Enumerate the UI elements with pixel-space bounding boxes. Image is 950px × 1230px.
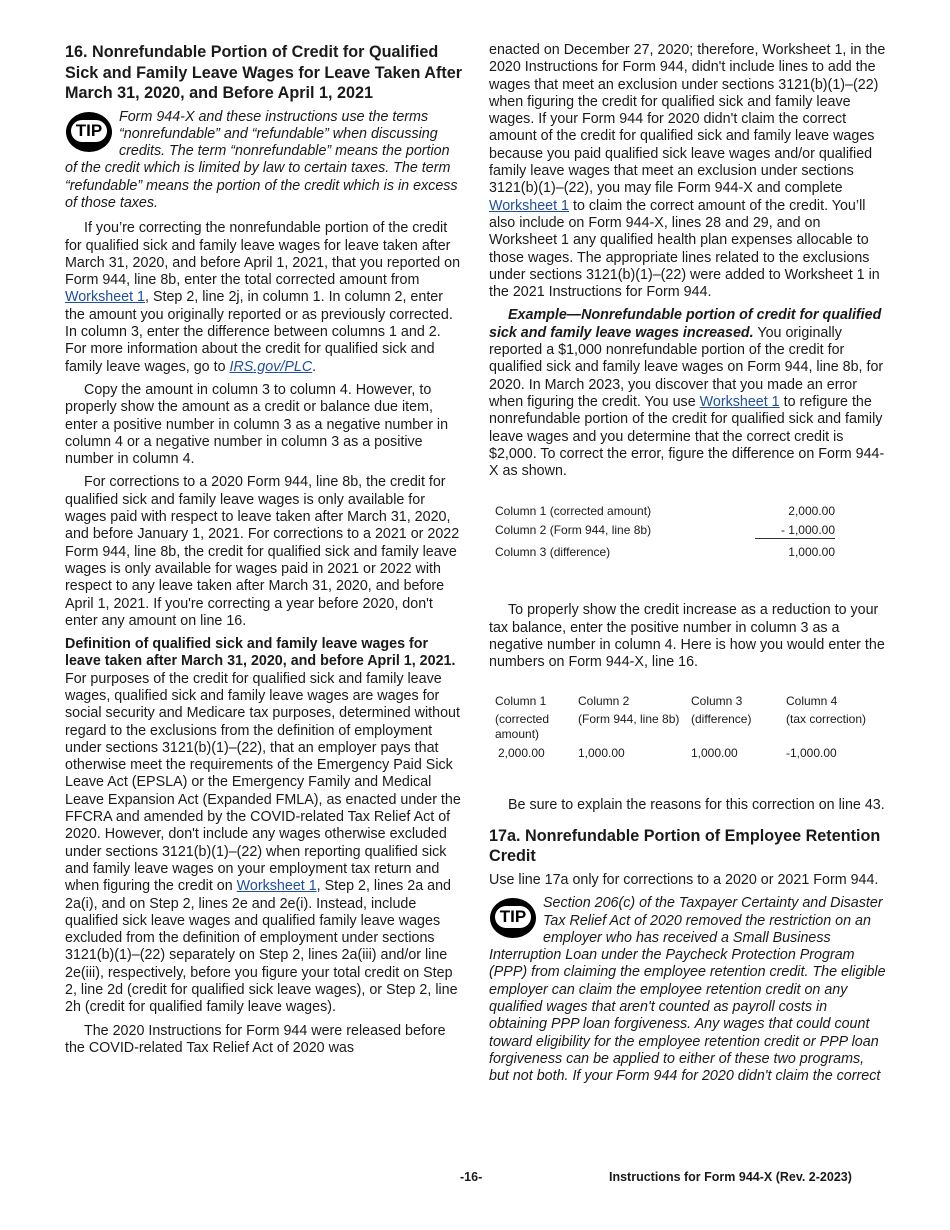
tip-icon: TIP <box>489 897 539 943</box>
tip-box-2 <box>489 895 887 1085</box>
section-16-heading: 16. Nonrefundable Portion of Credit for Qualified Sick and Family Leave Wages for Leave Taken After March 31, 2020, and Before April 1, 2021 <box>65 43 463 102</box>
tip-text: Form 944-X and these instructions use the terms “nonrefundable” and “refundable” when discussing credits. The term “nonrefundable” means the portion of the credit which is limited by law to certain taxes. The term “refundable” means the portion of the credit which is in excess of those taxes. <box>65 108 458 211</box>
paragraph: Be sure to explain the reasons for this correction on line 43. <box>508 796 885 813</box>
table-row: Column 2 (Form 944, line 8b) - 1,000.00 <box>495 523 835 538</box>
paragraph: For corrections to a 2020 Form 944, line 8b, the credit for qualified sick and family leave wages is only available for wages paid with respect to leave taken after March 31, 2020, and before January 1, 2021. For corrections to a 2021 or 2022 Form 944, line 8b, the credit for qualified sick and family leave wages is only available for wages paid in 2021 or 2022 with respect to any leave taken after March 31, 2020, and before April 1, 2021. If you're correcting a year before 2020, don't enter any amount on line 16. <box>65 474 460 629</box>
worksheet-1-link[interactable]: Worksheet 1 <box>65 289 145 306</box>
definition-paragraph: Definition of qualified sick and family leave wages for leave taken after March 31, 2020, and before April 1, 2021. For purposes of the credit for qualified sick and family leave wages, qualified sick and family leave wages are wages for social security and Medicare tax purposes, determined without regard to the exclusions from the definition of employment under sections 3121(b)(1)–(22), that an employer pays that otherwise meet the requirements of the Emergency Paid Sick Leave Act (EPSLA) or the Emergency Family and Medical Leave Expansion Act (Expanded FMLA), as enacted under the FFCRA and amended by the COVID-related Tax Relief Act of 2020. However, don't include any wages otherwise excluded under sections 3121(b)(1)–(22) when reporting qualified sick and family leave wages on your employment tax return and when figuring the credit on Worksheet 1, Step 2, lines 2a and 2a(i), and on Step 2, lines 2e and 2e(i). Instead, include qualified sick leave wages and qualified family leave wages excluded from the definition of employment under sections 3121(b)(1)–(22) separately on Step 2, lines 2a(iii) and/or line 2e(iii), respectively, before you figure your total credit on Step 2, line 2d (credit for qualified sick leave wages), or Step 2, line 2h (credit for qualified family leave wages). <box>65 636 461 1016</box>
example-table-2 <box>495 694 875 761</box>
paragraph: To properly show the credit increase as a reduction to your tax balance, enter the positive number in column 3 as a negative number in column 4. Here is how you would enter the numbers on Form 944-X, line 16. <box>489 602 885 671</box>
paragraph: Copy the amount in column 3 to column 4. However, to properly show the amount as a credit or balance due item, enter a positive number in column 3 as a negative number in column 4 or a negative number in column 3 as a positive number in column 4. <box>65 381 449 468</box>
table-header-row: Column 1 Column 2 Column 3 Column 4 <box>495 693 838 708</box>
right-column <box>489 42 887 1093</box>
table-row: 2,000.00 1,000.00 1,000.00 -1,000.00 <box>498 745 837 760</box>
table-row: Column 1 (corrected amount) 2,000.00 <box>495 504 835 519</box>
worksheet-1-link[interactable]: Worksheet 1 <box>699 393 780 410</box>
left-column <box>65 42 463 1063</box>
paragraph: The 2020 Instructions for Form 944 were released before the COVID-related Tax Relief Act of 2020 was <box>65 1022 446 1056</box>
example-table-1 <box>495 502 835 562</box>
footer-title: Instructions for Form 944-X (Rev. 2-2023) <box>609 1170 852 1184</box>
table-row: Column 3 (difference) 1,000.00 <box>495 545 835 560</box>
example-heading: Example—Nonrefundable portion of credit for qualified sick and family leave wages increased. <box>489 307 882 341</box>
paragraph: If you’re correcting the nonrefundable portion of the credit for qualified sick and family leave wages for leave taken after March 31, 2020, and before April 1, 2021, that you reported on Form 944, line 8b, enter the total corrected amount from Worksheet 1, Step 2, line 2j, in column 1. In column 2, enter the amount you originally reported or as previously corrected. In column 3, enter the difference between columns 1 and 2. For more information about the credit for qualified sick and family leave wages, go to IRS.gov/PLC. <box>65 220 461 375</box>
worksheet-1-link[interactable]: Worksheet 1 <box>489 197 569 214</box>
example-paragraph: Example—Nonrefundable portion of credit for qualified sick and family leave wages increased. You originally reported a $1,000 nonrefundable portion of the credit for qualified sick and family leave wages on Form 944, line 8b, for 2020. In March 2023, you discover that you made an error when figuring the credit. You use Worksheet 1 to refigure the nonrefundable portion of the credit for qualified sick and family leave wages and you determine that the correct credit is $2,000. To correct the error, figure the difference on Form 944-X as shown. <box>489 307 885 480</box>
tip-box-1 <box>65 109 463 213</box>
tip-icon: TIP <box>65 111 115 157</box>
definition-heading: Definition of qualified sick and family leave wages for leave taken after March 31, 2020, and before April 1, 2021. <box>65 636 456 670</box>
irs-plc-link[interactable]: IRS.gov/PLC <box>229 358 313 375</box>
section-17a-heading: 17a. Nonrefundable Portion of Employee Retention Credit <box>489 826 881 866</box>
table-subheader-row: (corrected amount) (Form 944, line 8b) (difference) (tax correction) <box>495 711 867 741</box>
worksheet-1-link[interactable]: Worksheet 1 <box>236 878 317 895</box>
tip-text: Section 206(c) of the Taxpayer Certainty and Disaster Tax Relief Act of 2020 removed the restriction on an employer who has received a Small Business Interruption Loan under the Paycheck Protection Program (PPP) from claiming the employee retention credit. The eligible employer can claim the employee retention credit on any qualified wages that aren't counted as payroll costs in obtaining PPP loan forgiveness. Any wages that could count toward eligibility for the employee retention credit or PPP loan forgiveness can be applied to either of these two programs, but not both. If your Form 944 for 2020 didn't claim the correct <box>489 895 886 1085</box>
paragraph: Use line 17a only for corrections to a 2020 or 2021 Form 944. <box>489 871 879 888</box>
paragraph: enacted on December 27, 2020; therefore, Worksheet 1, in the 2020 Instructions for Form 944, didn't include lines to add the wages that meet an exclusion under sections 3121(b)(1)–(22) when figuring the credit for qualified sick and family leave wages. If your Form 944 for 2020 didn't claim the correct amount of the credit for qualified sick and family leave wages because you paid qualified sick leave wages and/or qualified family leave wages that meet an exclusion under sections 3121(b)(1)–(22), you may file Form 944-X and complete Worksheet 1 to claim the correct amount of the credit. You’ll also include on Form 944-X, lines 28 and 29, and on Worksheet 1 any qualified health plan expenses allocable to those wages. The appropriate lines related to the exclusions under sections 3121(b)(1)–(22) were added to Worksheet 1 in the 2021 Instructions for Form 944. <box>489 42 886 301</box>
page-number: -16- <box>460 1170 483 1184</box>
